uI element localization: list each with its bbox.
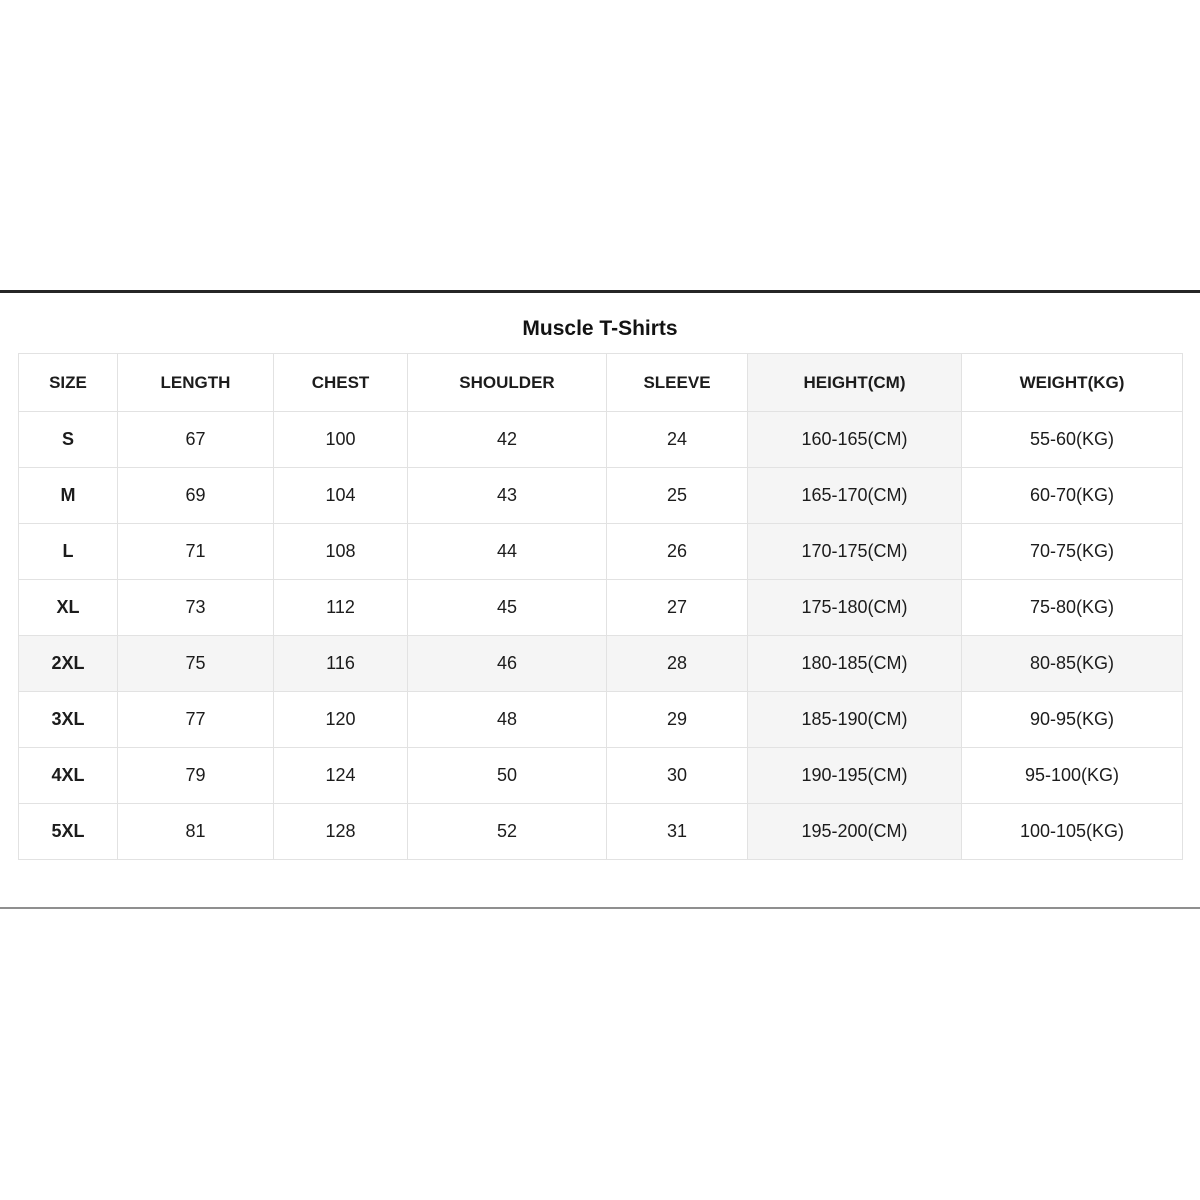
- height-cell: 180-185(CM): [748, 636, 962, 692]
- length-cell: 73: [118, 580, 274, 636]
- size-cell: XL: [19, 580, 118, 636]
- header-cell-height: HEIGHT(CM): [748, 354, 962, 412]
- length-cell: 79: [118, 748, 274, 804]
- table-row: [19, 412, 1183, 468]
- length-cell: 77: [118, 692, 274, 748]
- height-cell: 190-195(CM): [748, 748, 962, 804]
- length-cell: 75: [118, 636, 274, 692]
- header-cell-length: LENGTH: [118, 354, 274, 412]
- weight-cell: 70-75(KG): [962, 524, 1183, 580]
- shoulder-cell: 42: [408, 412, 607, 468]
- weight-cell: 100-105(KG): [962, 804, 1183, 860]
- chest-cell: 112: [274, 580, 408, 636]
- shoulder-cell: 52: [408, 804, 607, 860]
- size-chart-table: [18, 353, 1183, 860]
- table-row: [19, 804, 1183, 860]
- header-cell-sleeve: SLEEVE: [607, 354, 748, 412]
- sleeve-cell: 24: [607, 412, 748, 468]
- size-cell: 5XL: [19, 804, 118, 860]
- height-cell: 170-175(CM): [748, 524, 962, 580]
- chest-cell: 116: [274, 636, 408, 692]
- table-row: [19, 692, 1183, 748]
- top-divider: [0, 290, 1200, 293]
- shoulder-cell: 48: [408, 692, 607, 748]
- sleeve-cell: 30: [607, 748, 748, 804]
- size-cell: 2XL: [19, 636, 118, 692]
- header-row: [19, 354, 1183, 412]
- shoulder-cell: 44: [408, 524, 607, 580]
- height-cell: 165-170(CM): [748, 468, 962, 524]
- weight-cell: 95-100(KG): [962, 748, 1183, 804]
- sleeve-cell: 26: [607, 524, 748, 580]
- length-cell: 71: [118, 524, 274, 580]
- size-cell: 3XL: [19, 692, 118, 748]
- length-cell: 67: [118, 412, 274, 468]
- size-cell: L: [19, 524, 118, 580]
- sleeve-cell: 27: [607, 580, 748, 636]
- header-cell-chest: CHEST: [274, 354, 408, 412]
- shoulder-cell: 50: [408, 748, 607, 804]
- sleeve-cell: 29: [607, 692, 748, 748]
- sleeve-cell: 31: [607, 804, 748, 860]
- table-row: [19, 468, 1183, 524]
- length-cell: 69: [118, 468, 274, 524]
- page-title: Muscle T-Shirts: [522, 317, 678, 340]
- chest-cell: 104: [274, 468, 408, 524]
- shoulder-cell: 43: [408, 468, 607, 524]
- chest-cell: 124: [274, 748, 408, 804]
- bottom-divider: [0, 907, 1200, 909]
- chest-cell: 128: [274, 804, 408, 860]
- weight-cell: 75-80(KG): [962, 580, 1183, 636]
- shoulder-cell: 45: [408, 580, 607, 636]
- weight-cell: 55-60(KG): [962, 412, 1183, 468]
- size-cell: S: [19, 412, 118, 468]
- height-cell: 195-200(CM): [748, 804, 962, 860]
- sleeve-cell: 28: [607, 636, 748, 692]
- table-row: [19, 748, 1183, 804]
- shoulder-cell: 46: [408, 636, 607, 692]
- table-row-highlighted: [19, 636, 1183, 692]
- size-cell: M: [19, 468, 118, 524]
- header-cell-weight: WEIGHT(KG): [962, 354, 1183, 412]
- weight-cell: 90-95(KG): [962, 692, 1183, 748]
- height-cell: 175-180(CM): [748, 580, 962, 636]
- size-cell: 4XL: [19, 748, 118, 804]
- height-cell: 185-190(CM): [748, 692, 962, 748]
- chest-cell: 120: [274, 692, 408, 748]
- table-row: [19, 580, 1183, 636]
- height-cell: 160-165(CM): [748, 412, 962, 468]
- chest-cell: 100: [274, 412, 408, 468]
- header-cell-shoulder: SHOULDER: [408, 354, 607, 412]
- chest-cell: 108: [274, 524, 408, 580]
- weight-cell: 60-70(KG): [962, 468, 1183, 524]
- sleeve-cell: 25: [607, 468, 748, 524]
- header-cell-size: SIZE: [19, 354, 118, 412]
- table-row: [19, 524, 1183, 580]
- weight-cell: 80-85(KG): [962, 636, 1183, 692]
- length-cell: 81: [118, 804, 274, 860]
